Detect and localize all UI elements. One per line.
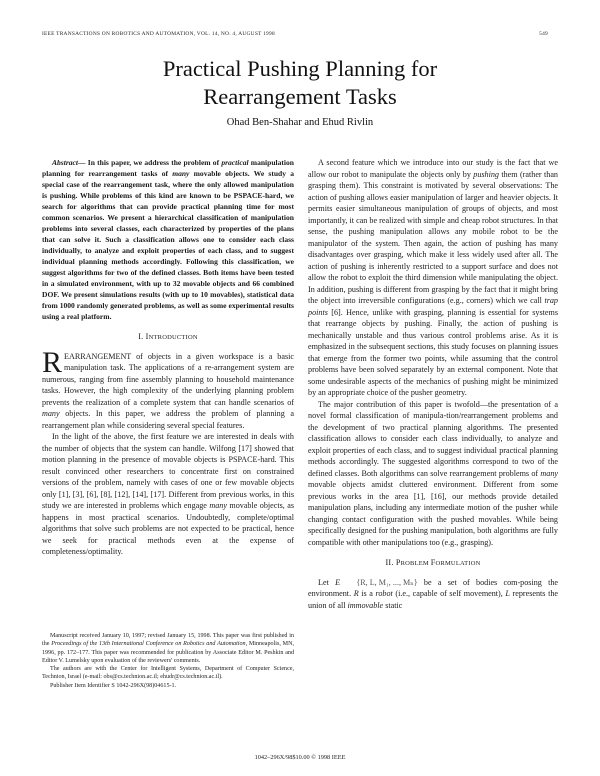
copyright-code: 1042–296X/98$10.00 © 1998 IEEE [254, 754, 346, 761]
paragraph-text: The major contribution of this paper is twofold—the presentation of a novel formal classification of manipula-tion/rearrangement problems and the development of two practical planning algorithms. The presented classification allows to consider each class individually, to analyze and exploit properties of each class, and to suggest individual practical planning methods accordingly. The suggested algorithms correspond to two of the defined classes. Both algorithms can solve rearrangement problems of [308, 399, 558, 478]
right-paragraph-2 [308, 399, 558, 549]
abstract-text: In this paper, we address the problem of [85, 158, 222, 167]
heading-small-caps: ORMULATION [435, 560, 481, 567]
paragraph-emphasis: robot [375, 589, 393, 598]
paragraph-text: represents the union of all [308, 589, 558, 610]
title-line-2: Rearrangement Tasks [203, 84, 397, 109]
paragraph-text: static [383, 600, 403, 610]
title-line-1: Practical Pushing Planning for [162, 56, 438, 81]
heading-small-caps: NTRODUCTION [148, 334, 198, 341]
paragraph-emphasis: many [42, 409, 60, 418]
paragraph-text: A second feature which we introduce into our study is the fact that we allow our robot to manipulate the objects only by [308, 158, 558, 179]
abstract-emphasis: many [172, 169, 190, 178]
section-numeral: II. [385, 558, 396, 567]
paragraph-text: In the light of the above, the first feature we are interested in deals with the number of objects that the system can handle. Wilfong [17] showed that motion planning in the presence of movable objects is PSPACE-hard. This result convinced other researchers to concentrate first on constrained versions of the problem, namely with cases of one or few movable objects only [1], [3], [6], [8], [12], [14], [17]. Different from previous works, in this study we are interested in problems which engage [42, 432, 294, 510]
right-column [308, 157, 558, 611]
abstract-text: movable objects. We study a special case of the rearrangement task, where the only allowed manipulation is pushing. While problems of this kind are known to be PSPACE-hard, we search for algorithms that can provide practical planning time for most common scenarios. We present a hierarchical classification of manipulation problems into several classes, each characterized by properties of the plans that can solve it. Such a classification allows one to consider each class individually, to analyze and exploit properties of each class, and to suggest individual planning methods accordingly. Following this classification, we suggest algorithms for two of the defined classes. Both items have been tested in a simulated environment, with up to 32 movable objects and 66 combined DOF. We present simulations results (with up to 10 movables), statistical data from 1000 randomly generated problems, as well as some experimental results using a real platform. [42, 169, 294, 321]
right-paragraph-1 [308, 157, 558, 399]
running-head [42, 31, 548, 37]
paragraph-text: Let [318, 577, 336, 587]
abstract-emphasis: practical [221, 158, 249, 167]
footnote-emphasis: Proceedings of the 13th International Conference on Robotics and Automation [51, 641, 246, 648]
footnote-affiliation: The authors are with the Center for Intelligent Systems, Department of Computer Science, Technion, Israel (e-mail: obs@cs.technion.ac.il; ehudr@cs.technion.ac.il). [42, 666, 294, 681]
heading-initial: P [395, 558, 401, 567]
paragraph-emphasis: trap points [308, 296, 558, 317]
paragraph-text: [6]. Hence, unlike with grasping, planning is essential for systems that rearrange objects by pushing. Finally, the action of pushing is mechanically unstable and thus various control problems arise. As it is emphasized in the subsequent sections, this study focuses on planning issues that emerge from the former two points, while assuming that the control problems have been solved separately by an external component. Note that some undesirable aspects of the mechanics of pushing might be minimized by an appropriate choice of the pusher geometry. [308, 307, 558, 397]
paragraph-emphasis: pushing [473, 169, 499, 179]
paragraph-emphasis: immovable [347, 600, 384, 610]
paragraph-text: them (rather than grasping them). This constraint is motivated by several observations: The action of pushing allows easier manipulation of larger and heavier objects. It permits easier simultaneous manipulation of groups of objects, and most importantly, it can be realized with simple and cheap robot structures. In that sense, the pushing manipulation allows any mobile robot to be the manipulator of the system. Then again, the action of pushing has many disadvantages over grasping, which make it less widely used after all. The action of pushing is inherently restricted to a support surface and does not allow the robot to exploit the third dimension while manipulating the object. In addition, pushing is different from grasping by the fact that it might bring the object into irreversible configurations (e.g., corners) which we call [308, 169, 558, 305]
heading-small-caps: ROBLEM [400, 560, 431, 567]
abstract-text: manipulation planning for rearrangement tasks of [42, 158, 294, 178]
math-symbol: E [335, 577, 341, 587]
abstract-label: Abstract— [52, 158, 86, 167]
paragraph-text: movable objects, as happens in most practical scenarios. Undoubtedly, complete/optimal algorithms that solve such problems are not expected to be practical, hence we seek for practical methods even at the expense of completeness/optimality. [42, 501, 294, 556]
page-number: 549 [539, 31, 548, 37]
paragraph-text: is a [358, 589, 376, 598]
section-numeral: I. [138, 332, 146, 341]
math-symbol: R [353, 589, 359, 598]
math-set: {R, L, M₁, ..., Mₙ} [356, 577, 418, 587]
paragraph-emphasis: many [209, 501, 227, 510]
heading-initial: F [430, 558, 436, 567]
footnotes [42, 632, 294, 690]
left-column [42, 157, 294, 558]
footnote-manuscript [42, 632, 294, 665]
paragraph-text: movable objects amidst cluttered environment. Different from some previous works in the area [1], [16], our methods provide detailed manipulation plans, including any intermediate motion of the pusher while changing contact configuration with the pushed movables. While being specifically designed for the pushing manipulation, both algorithms are fully compatible with other manipulations too (e.g., grasping). [308, 480, 558, 547]
paragraph-emphasis: many [540, 468, 558, 478]
footnote-identifier: Publisher Item Identifier S 1042-296X(98)04615-1. [50, 682, 177, 689]
intro-paragraph-2 [42, 431, 294, 558]
paper-title [0, 55, 600, 111]
footnote-text: Manuscript received January 10, 1997; revised January 15, 1998. This paper was first published in the [42, 633, 294, 648]
paragraph-text: be a set of bodies com-posing the environment. [308, 577, 559, 598]
section-heading-introduction [42, 331, 294, 344]
section-heading-problem-formulation [308, 557, 558, 570]
footnote-text: , Minneapolis, MN, 1996, pp. 172–177. This paper was recommended for publication by Associate Editor M. Peshkin and Editor V. Lumelsky upon evaluation of the reviewers' comments. [42, 641, 295, 664]
abstract [42, 157, 294, 322]
drop-cap: R [42, 345, 63, 379]
paragraph-text: (i.e., capable of self movement), [392, 589, 506, 598]
paragraph-text: EARRANGEMENT of objects in a given workspace is a basic manipulation task. The applications of a re-arrangement system are numerous, ranging from fine assembly planning to household maintenance tasks. However, the high complexity of the underlying planning problem prevents the realization of a complete system that can handle scenarios of [42, 351, 294, 407]
journal-name: IEEE TRANSACTIONS ON ROBOTICS AND AUTOMATION, VOL. 14, NO. 4, AUGUST 1998 [42, 31, 275, 37]
math-symbol: L [505, 589, 510, 598]
paragraph-text: objects. In this paper, we address the problem of planning a rearrangement plan while considering several special features. [42, 409, 294, 430]
problem-paragraph-1 [308, 577, 558, 612]
intro-paragraph-1 [42, 345, 294, 432]
heading-initial: I [145, 332, 149, 341]
authors: Ohad Ben-Shahar and Ehud Rivlin [226, 117, 374, 128]
